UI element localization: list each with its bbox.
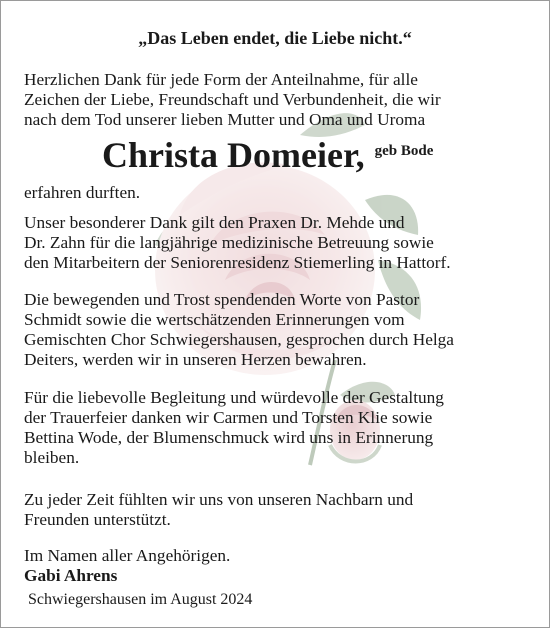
paragraph-line: Gemischten Chor Schwiegershausen, gesprochen durch Helga [24,330,454,349]
paragraph-line: den Mitarbeitern der Seniorenresidenz Stiemerling in Hattorf. [24,253,451,272]
intro-line: nach dem Tod unserer lieben Mutter und Oma und Uroma [24,110,426,129]
birth-name: geb Bode [374,143,434,159]
paragraph-line: der Trauerfeier danken wir Carmen und Torsten Klie sowie [24,408,433,427]
paragraph-line: Für die liebevolle Begleitung und würdevolle der Gestaltung [24,388,444,407]
after-name-text: erfahren durften. [24,183,141,202]
paragraph-line: Die bewegenden und Trost spendenden Worte von Pastor [24,290,420,309]
paragraph-line: Bettina Wode, der Blumenschmuck wird uns in Erinnerung [24,428,434,447]
paragraph-line: bleiben. [24,448,80,467]
signer-name: Gabi Ahrens [24,566,118,585]
intro-line: Zeichen der Liebe, Freundschaft und Verbundenheit, die wir [24,90,441,109]
paragraph-line: Deiters, werden wir in unseren Herzen bewahren. [24,350,367,369]
place-date: Schwiegershausen im August 2024 [28,591,253,608]
paragraph-line: Dr. Zahn für die langjährige medizinische Betreuung sowie [24,233,434,252]
paragraph-line: Unser besonderer Dank gilt den Praxen Dr. Mehde und [24,213,405,232]
paragraph-line: Freunden unterstützt. [24,510,171,529]
deceased-name-line [102,135,433,175]
closing-line: Im Namen aller Angehörigen. [24,546,231,565]
intro-line: Herzlichen Dank für jede Form der Anteilnahme, für alle [24,70,418,89]
motto-heading: „Das Leben endet, die Liebe nicht.“ [138,28,412,48]
paragraph-line: Schmidt sowie die wertschätzenden Erinnerungen vom [24,310,405,329]
paragraph-line: Zu jeder Zeit fühlten wir uns von unseren Nachbarn und [24,490,414,509]
deceased-name: Christa Domeier, [102,135,365,175]
